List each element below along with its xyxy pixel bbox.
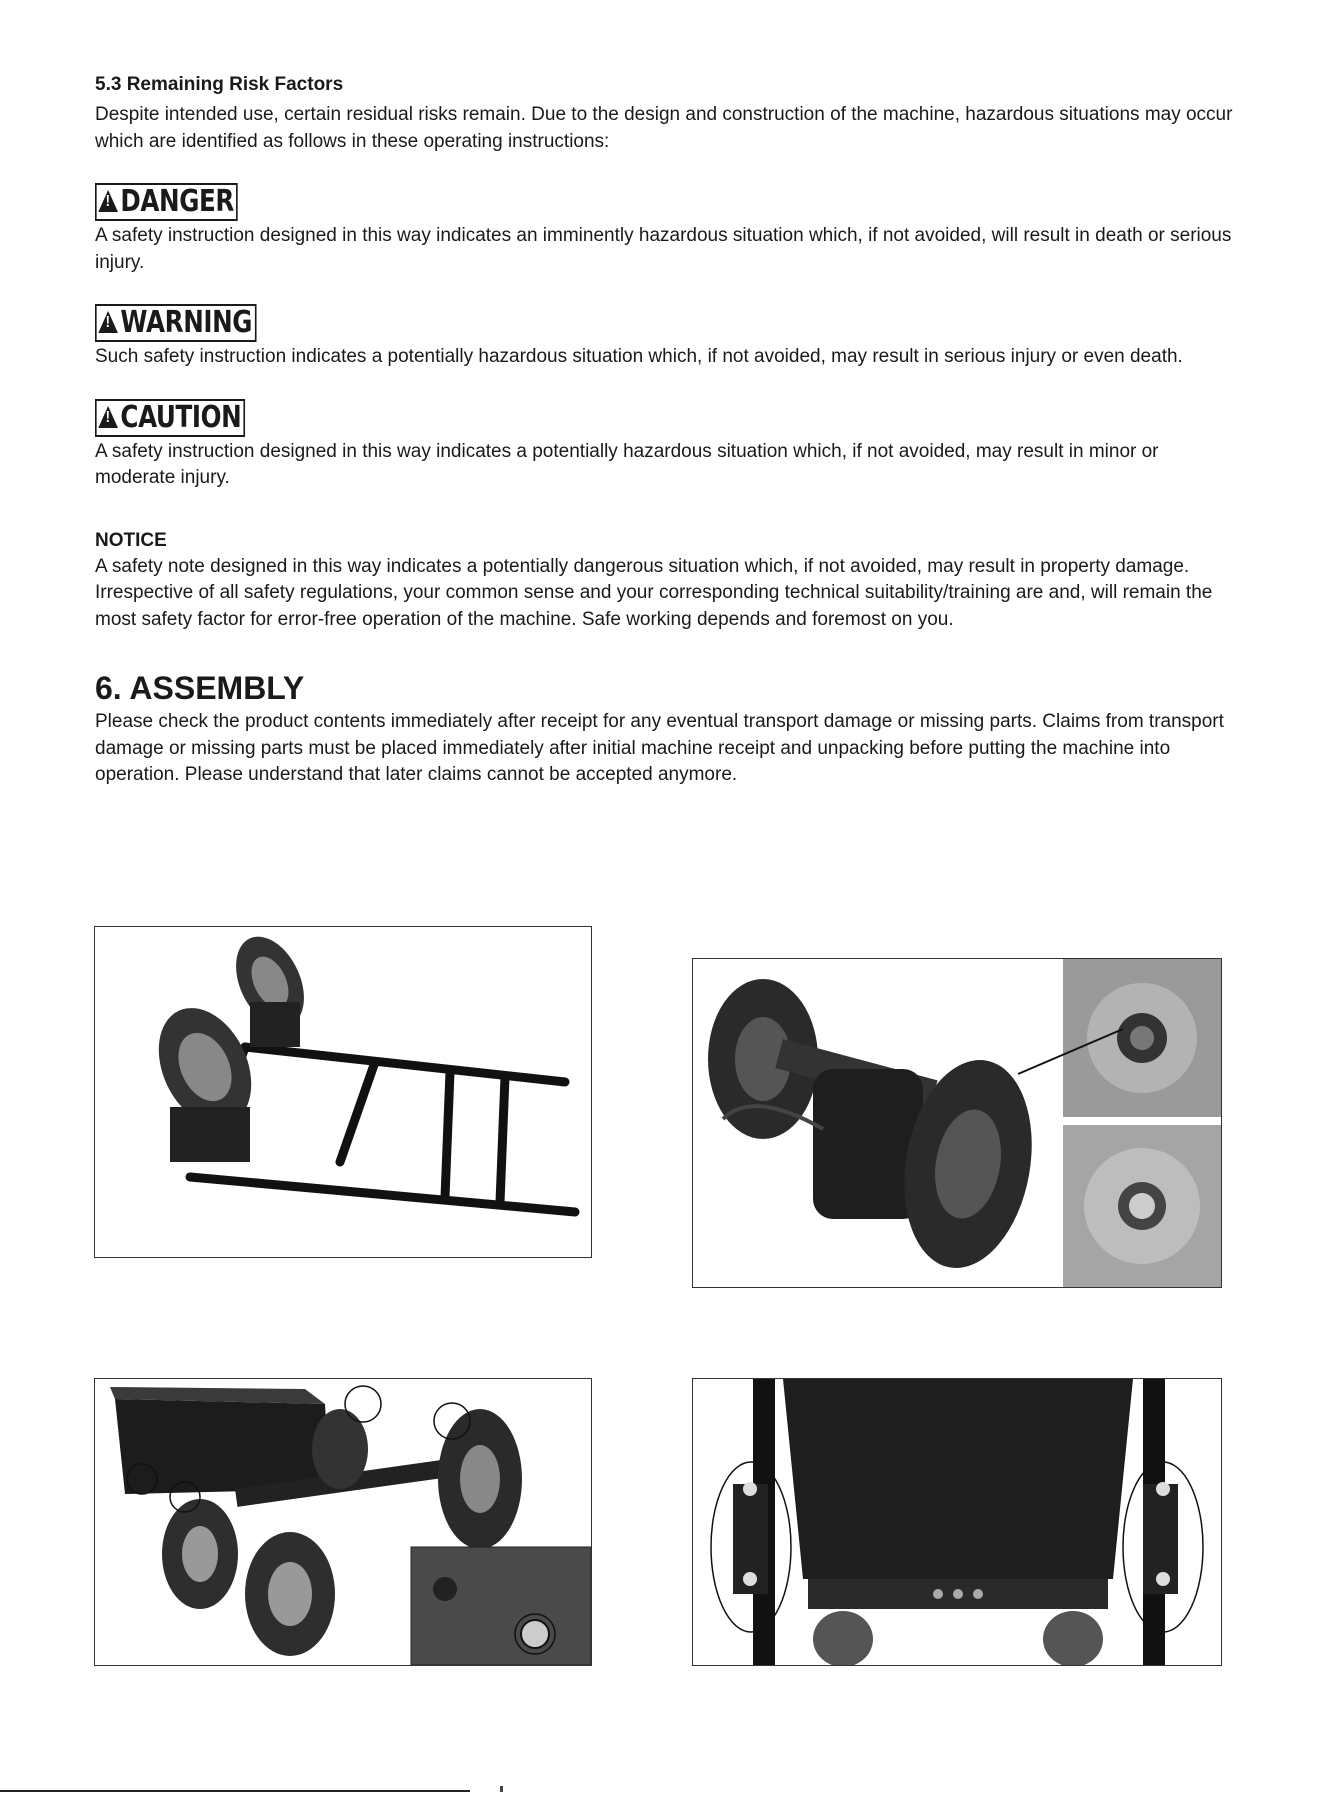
warning-triangle-icon xyxy=(98,311,118,333)
assembled-cart-photo xyxy=(95,1379,591,1665)
safety-text: Irrespective of all safety regulations, your common sense and your corresponding technical suitability/training are and, will remain the most safety factor for error-free operation of the machine. Safe working depends and foremost on you. xyxy=(95,582,1213,630)
assembly-text: Please check the product contents immediately after receipt for any eventual transport damage or missing parts. Claims from transport damage or missing parts must be placed immediately after initial machine receipt and unpacking before putting the machine into operation. Please understand that later claims cannot be accepted anymore. xyxy=(95,711,1224,785)
notice-label: NOTICE xyxy=(95,529,167,551)
warning-triangle-icon xyxy=(98,406,118,428)
assembly-title: 6. ASSEMBLY xyxy=(95,670,305,706)
caution-text: A safety instruction designed in this way indicates a potentially hazardous situation which, if not avoided, may result in minor or moderate injury. xyxy=(95,440,1159,488)
warning-triangle-icon xyxy=(98,190,118,212)
section-title: 5.3 Remaining Risk Factors xyxy=(95,74,344,95)
figure-assembled-cart xyxy=(94,1378,592,1666)
danger-label: !DANGER xyxy=(95,183,238,221)
figure-wheel-axle-motor xyxy=(692,958,1222,1288)
figure-frame-casters xyxy=(94,926,592,1258)
frame-with-casters-photo xyxy=(95,927,591,1257)
footer-rule xyxy=(0,1790,470,1792)
warning-label: !WARNING xyxy=(95,304,256,342)
figure-cart-bed-underside xyxy=(692,1378,1222,1666)
warning-text: Such safety instruction indicates a potentially hazardous situation which, if not avoided, may result in serious injury or even death. xyxy=(95,346,1183,367)
section-intro: Despite intended use, certain residual risks remain. Due to the design and construction of the machine, hazardous situations may occur which are identified as follows in these operating instructions: xyxy=(95,104,1233,152)
wheel-axle-motor-photo xyxy=(693,959,1221,1287)
caution-label: !CAUTION xyxy=(95,399,245,437)
cart-bed-underside-photo xyxy=(693,1379,1221,1665)
danger-text: A safety instruction designed in this way indicates an imminently hazardous situation which, if not avoided, will result in death or serious injury. xyxy=(95,225,1232,273)
footer-mark xyxy=(500,1786,503,1792)
manual-page xyxy=(95,72,1235,789)
notice-text: A safety note designed in this way indicates a potentially dangerous situation which, if not avoided, may result in property damage. xyxy=(95,555,1190,577)
